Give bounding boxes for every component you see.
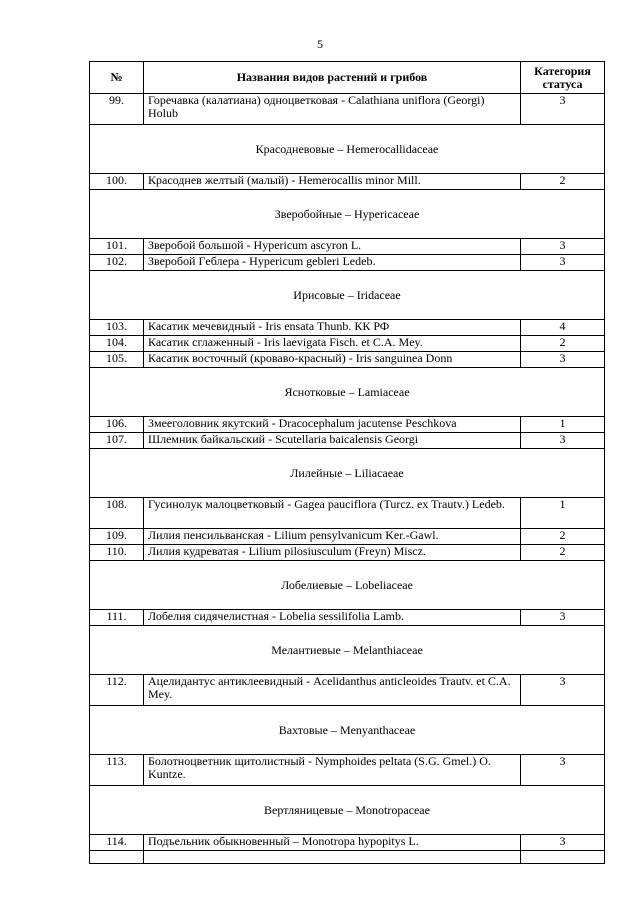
- species-number: 108.: [90, 498, 144, 529]
- species-table: [89, 61, 605, 864]
- species-name: Гусинолук малоцветковый - Gagea pauciflora (Turcz. ex Trautv.) Ledeb.: [144, 498, 521, 529]
- species-row: [90, 610, 605, 626]
- species-row: [90, 675, 605, 706]
- species-name: Шлемник байкальский - Scutellaria baicalensis Georgi: [144, 433, 521, 449]
- species-name: Лилия кудреватая - Lilium pilosiusculum (Freyn) Miscz.: [144, 545, 521, 561]
- empty-cell: [90, 851, 144, 864]
- species-number: 112.: [90, 675, 144, 706]
- family-row: [90, 449, 605, 498]
- family-name: Зверобойные – Hypericaceae: [90, 190, 605, 239]
- species-name: Лобелия сидячелистная - Lobelia sessilifolia Lamb.: [144, 610, 521, 626]
- species-name: Лилия пенсильванская - Lilium pensylvanicum Ker.-Gawl.: [144, 529, 521, 545]
- family-name: Лобелиевые – Lobeliaceae: [90, 561, 605, 610]
- species-number: 102.: [90, 255, 144, 271]
- family-row: [90, 368, 605, 417]
- species-row: [90, 529, 605, 545]
- status-category: 3: [521, 239, 605, 255]
- species-row: [90, 255, 605, 271]
- species-number: 109.: [90, 529, 144, 545]
- species-number: 104.: [90, 336, 144, 352]
- family-name: Красодневовые – Hemerocallidaceae: [90, 125, 605, 174]
- species-number: 110.: [90, 545, 144, 561]
- empty-row: [90, 851, 605, 864]
- species-name: Змееголовник якутский - Dracocephalum jacutense Peschkova: [144, 417, 521, 433]
- species-row: [90, 433, 605, 449]
- header-status-category: Категория статуса: [521, 62, 605, 94]
- species-number: 113.: [90, 755, 144, 786]
- header-number: №: [90, 62, 144, 94]
- species-name: Зверобой Гeблера - Hypericum gebleri Ledeb.: [144, 255, 521, 271]
- species-name: Красоднев желтый (малый) - Hemerocallis minor Mill.: [144, 174, 521, 190]
- species-row: [90, 417, 605, 433]
- species-row: [90, 835, 605, 851]
- status-category: 1: [521, 498, 605, 529]
- species-name: Ацелидантус антиклеевидный - Acelidanthus anticleoides Trautv. et C.A. Mey.: [144, 675, 521, 706]
- family-row: [90, 561, 605, 610]
- status-category: 3: [521, 255, 605, 271]
- species-row: [90, 174, 605, 190]
- status-category: 3: [521, 675, 605, 706]
- species-number: 106.: [90, 417, 144, 433]
- species-row: [90, 320, 605, 336]
- species-row: [90, 352, 605, 368]
- species-row: [90, 498, 605, 529]
- family-name: Вахтовые – Menyanthaceae: [90, 706, 605, 755]
- species-row: [90, 239, 605, 255]
- species-name: Касатик восточный (кроваво-красный) - Iris sanguinea Donn: [144, 352, 521, 368]
- species-name: Болотноцветник щитолистный - Nymphoides peltata (S.G. Gmel.) O. Kuntze.: [144, 755, 521, 786]
- status-category: 1: [521, 417, 605, 433]
- species-name: Зверобой большой - Hypericum ascyron L.: [144, 239, 521, 255]
- status-category: 3: [521, 352, 605, 368]
- header-species-name: Названия видов растений и грибов: [144, 62, 521, 94]
- species-row: [90, 545, 605, 561]
- family-name: Мелантиевые – Melanthiaceae: [90, 626, 605, 675]
- species-number: 103.: [90, 320, 144, 336]
- table-body: [90, 94, 605, 864]
- status-category: 2: [521, 336, 605, 352]
- species-name: Подъельник обыкновенный – Monotropa hypopitys L.: [144, 835, 521, 851]
- status-category: 4: [521, 320, 605, 336]
- family-row: [90, 626, 605, 675]
- species-number: 114.: [90, 835, 144, 851]
- empty-cell: [144, 851, 521, 864]
- species-number: 101.: [90, 239, 144, 255]
- species-name: Касатик мечевидный - Iris ensata Thunb. КК РФ: [144, 320, 521, 336]
- family-name: Вертляницевые – Monotropaceae: [90, 786, 605, 835]
- status-category: 3: [521, 433, 605, 449]
- species-row: [90, 94, 605, 125]
- status-category: 2: [521, 174, 605, 190]
- family-row: [90, 706, 605, 755]
- species-name: Касатик сглаженный - Iris laevigata Fisch. et C.A. Mey.: [144, 336, 521, 352]
- species-row: [90, 336, 605, 352]
- family-row: [90, 786, 605, 835]
- status-category: 2: [521, 529, 605, 545]
- species-number: 111.: [90, 610, 144, 626]
- status-category: 3: [521, 755, 605, 786]
- family-row: [90, 190, 605, 239]
- species-number: 105.: [90, 352, 144, 368]
- species-name: Горечавка (калатиана) одноцветковая - Calathiana uniflora (Georgi) Holub: [144, 94, 521, 125]
- table-header-row: [90, 62, 605, 94]
- status-category: 2: [521, 545, 605, 561]
- status-category: 3: [521, 835, 605, 851]
- family-row: [90, 125, 605, 174]
- family-name: Ирисовые – Iridaceae: [90, 271, 605, 320]
- status-category: 3: [521, 610, 605, 626]
- species-number: 100.: [90, 174, 144, 190]
- species-number: 99.: [90, 94, 144, 125]
- page-number: 5: [317, 37, 323, 51]
- status-category: 3: [521, 94, 605, 125]
- family-row: [90, 271, 605, 320]
- empty-cell: [521, 851, 605, 864]
- family-name: Яснотковые – Lamiaceae: [90, 368, 605, 417]
- family-name: Лилейные – Liliacaeae: [90, 449, 605, 498]
- species-row: [90, 755, 605, 786]
- species-number: 107.: [90, 433, 144, 449]
